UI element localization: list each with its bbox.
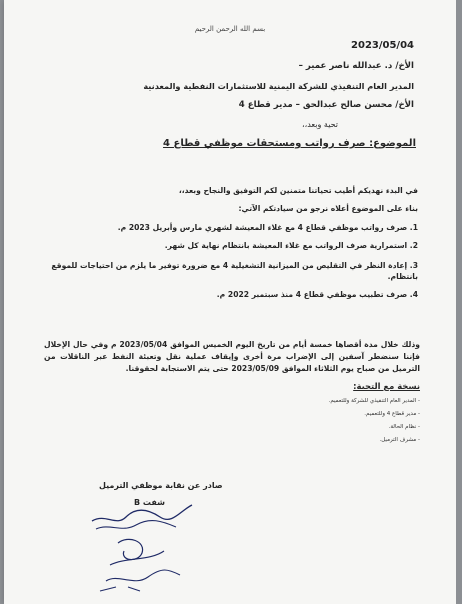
- recipient-line-3: الأخ/ محسن صالح عبدالحق – مدير قطاع 4: [238, 100, 414, 110]
- recipient-line-2: المدير العام التنفيذي للشركة اليمنية للاستثمارات النفطية والمعدنية: [143, 81, 414, 91]
- greeting: تحية وبعد،،: [302, 120, 338, 129]
- copy-recipient-4: - مشرف الترميل.: [379, 437, 420, 443]
- signer-shift: شفت B: [134, 498, 165, 507]
- closing-paragraph: وذلك خلال مدة أقصاها خمسة أيام من تاريخ اليوم الخميس الموافق 2023/05/04 م وفي حال الإخلال فإننا سنضطر آسفين إلى الإضراب مرة أخرى وإيقاف عملية نقل وتعبئة النفط عبر الناقلات من الترميل من صباح يوم الثلاثاء الموافق 2023/05/09 حتى يتم الاستجابة لحقوقنا.: [44, 340, 420, 373]
- basmala: بسم الله الرحمن الرحيم: [194, 25, 266, 33]
- photo-edge: [456, 0, 462, 604]
- letter-body: [4, 0, 456, 604]
- letter-date: 2023/05/04: [351, 40, 414, 51]
- intro-line: في البدء نهديكم أطيب تحياتنا متمنين لكم التوفيق والنجاح وبعد،،: [178, 186, 418, 195]
- request-item-3: 3. إعادة النظر في التقليص من الميزانية التشغيلية 4 مع ضرورة توفير ما يلزم من احتياجات للموقع بانتظام.: [51, 261, 418, 282]
- copy-to-title: نسخة مع التحية:: [353, 381, 420, 391]
- copy-recipient-1: - المدير العام التنفيذي للشركة وللتعميم.: [328, 398, 420, 404]
- handwritten-signature: [88, 491, 198, 599]
- request-item-2: 2. استمرارية صرف الرواتب مع غلاء المعيشة بانتظام نهاية كل شهر.: [164, 241, 418, 250]
- request-item-1: 1. صرف رواتب موظفي قطاع 4 مع غلاء المعيشة لشهري مارس وأبريل 2023 م.: [117, 223, 418, 232]
- copy-recipient-3: - نظام الحالة.: [388, 424, 420, 430]
- copy-recipient-2: - مدير قطاع 4 وللتعميم.: [364, 411, 420, 417]
- letter-sheet: [4, 0, 456, 604]
- subject-line: الموضوع: صرف رواتب ومستحقات موظفي قطاع 4: [163, 138, 416, 149]
- intro-line-2: بناء على الموضوع أعلاه نرجو من سيادتكم الآتي:: [238, 204, 418, 213]
- recipient-line-1: الأخ/ د. عبدالله ناصر عمير –: [298, 61, 414, 71]
- request-item-4: 4. صرف تطبيب موظفي قطاع 4 منذ سبتمبر 2022 م.: [216, 290, 418, 299]
- signer-union: صادر عن نقابة موظفي الترميل: [99, 481, 223, 490]
